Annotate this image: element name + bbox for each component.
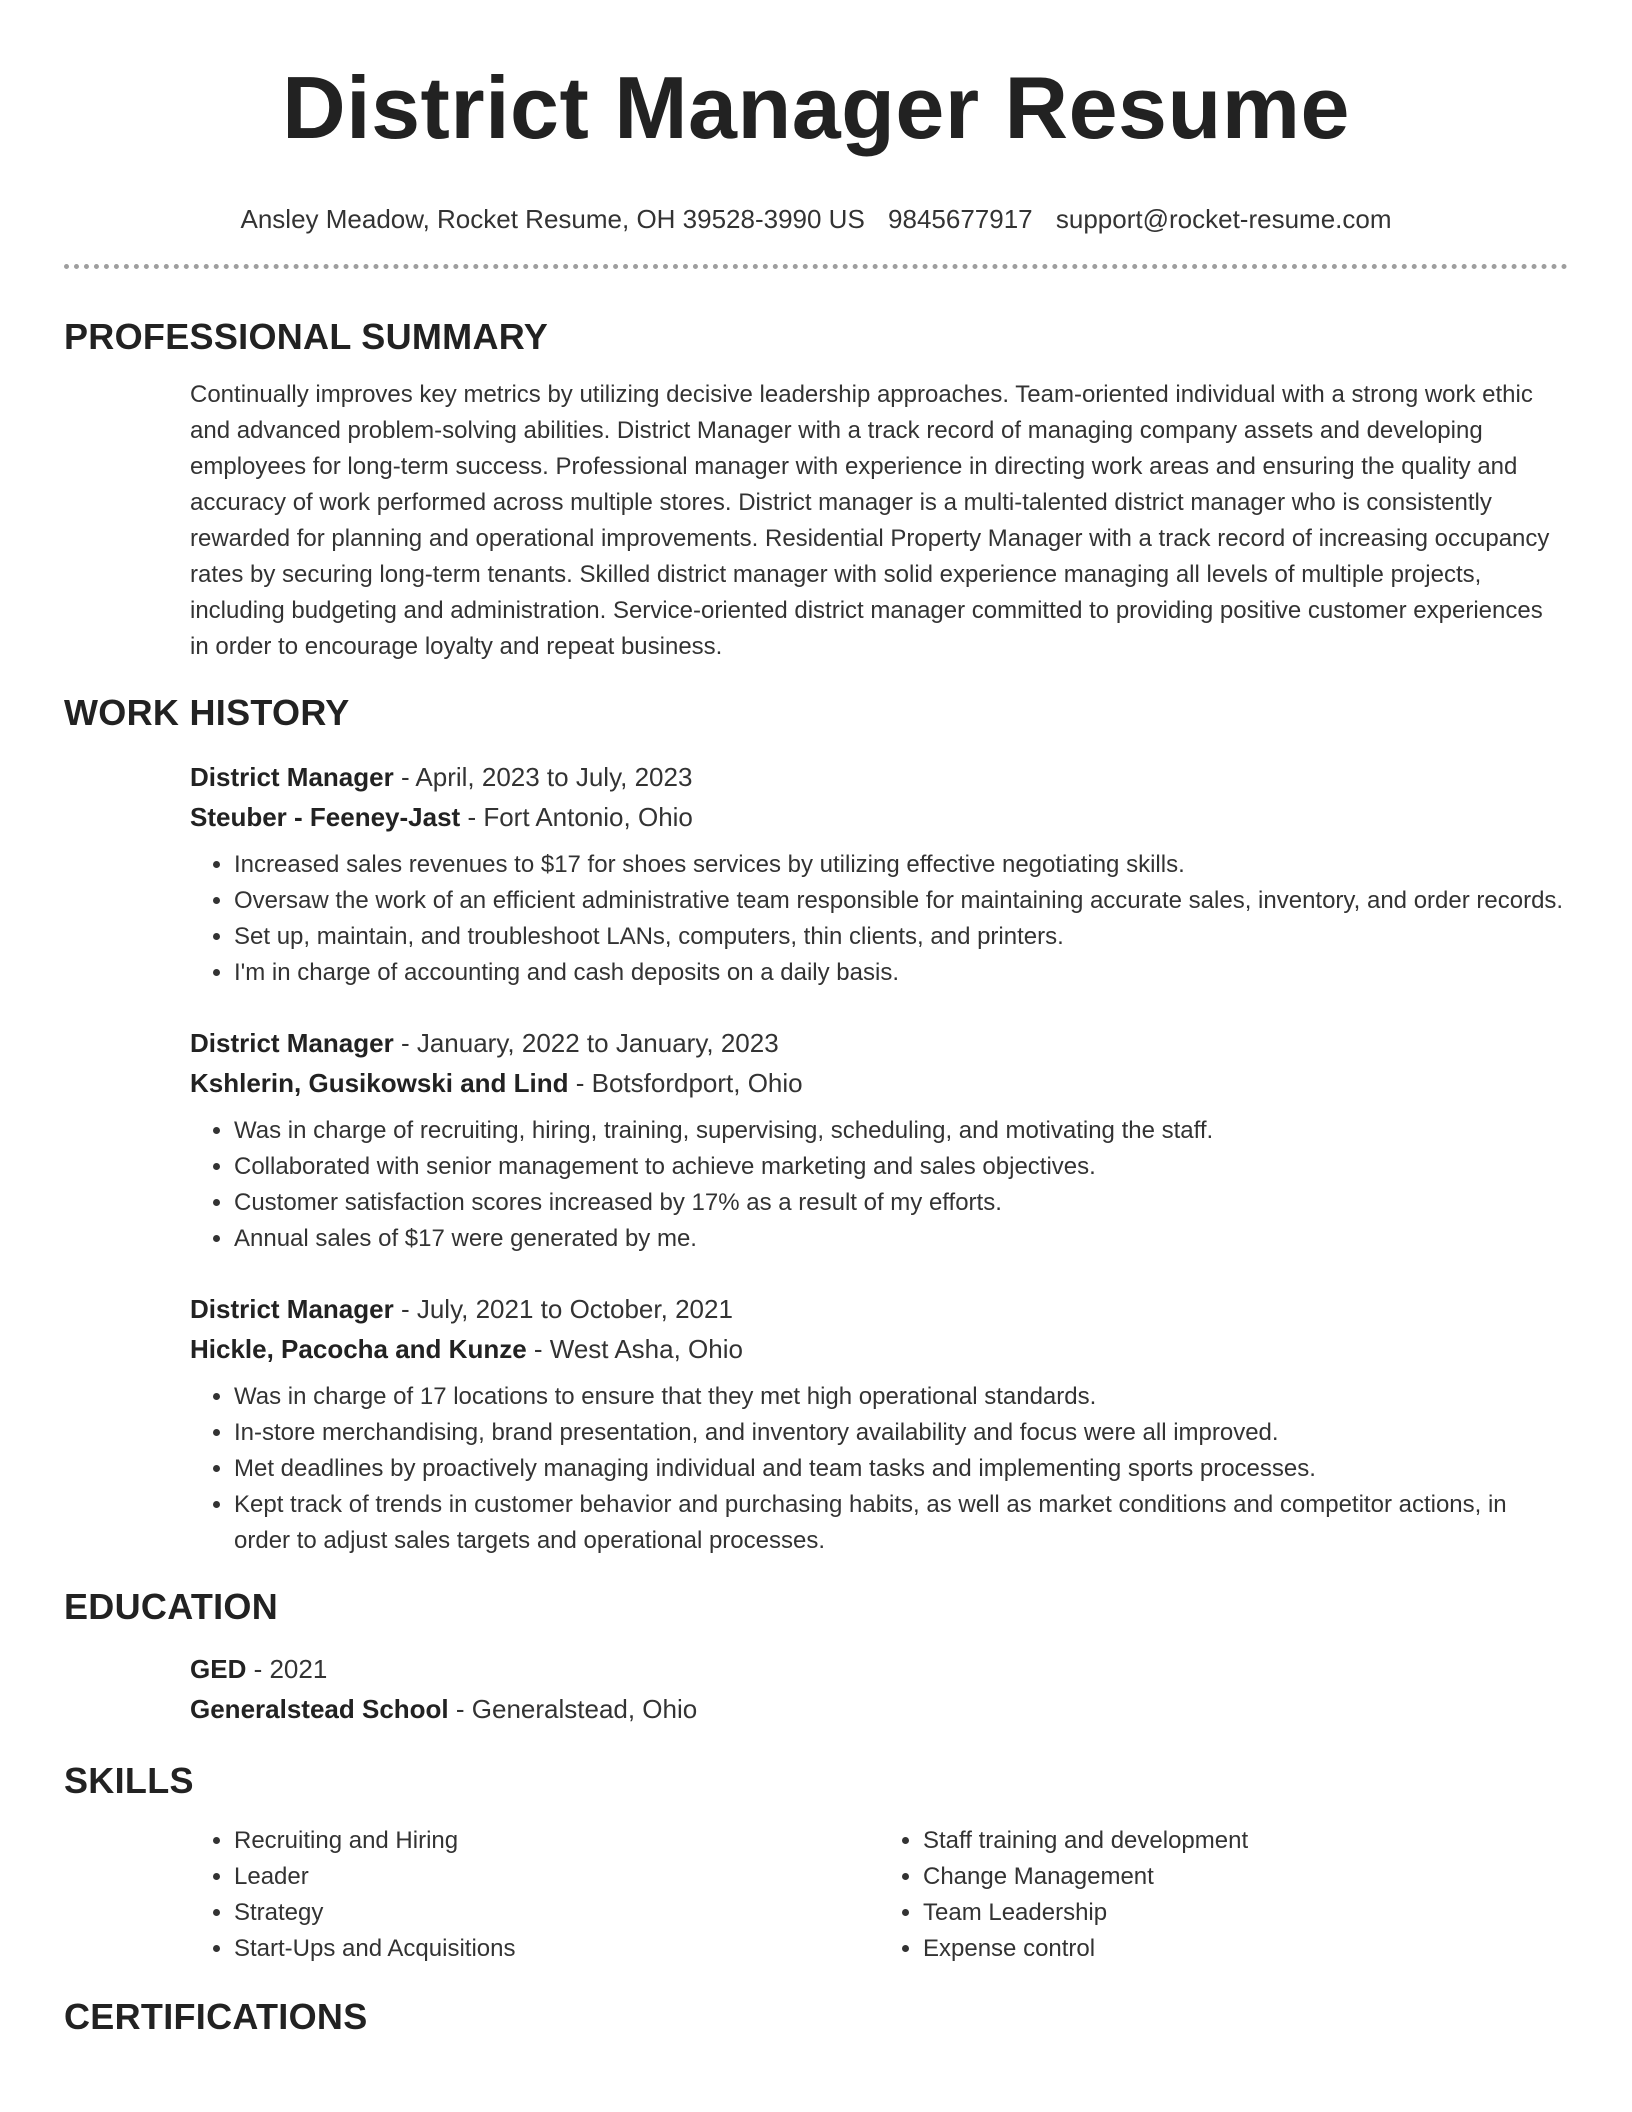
job-bullet: • Increased sales revenues to $17 for shoes services by utilizing effective negotiating skills. [234, 847, 1568, 883]
skill-item: • Start-Ups and Acquisitions [234, 1931, 879, 1967]
skill-item: • Staff training and development [923, 1823, 1568, 1859]
skill-item: • Strategy [234, 1895, 879, 1931]
education-school-line [190, 1689, 1568, 1729]
job-company-line [190, 1329, 1568, 1369]
skill-item: • Change Management [923, 1859, 1568, 1895]
skills-list-right [879, 1823, 1568, 1967]
summary-text: Continually improves key metrics by utilizing decisive leadership approaches. Team-oriented individual with a strong work ethic and advanced problem-solving abilities. District Manager with a track record of managing company assets and developing employees for long-term success. Professional manager with experience in directing work areas and ensuring the quality and accuracy of work performed across multiple stores. District manager is a multi-talented district manager who is consistently rewarded for planning and operational improvements. Residential Property Manager with a track record of increasing occupancy rates by securing long-term tenants. Skilled district manager with solid experience managing all levels of multiple projects, including budgeting and administration. Service-oriented district manager committed to providing positive customer experiences in order to encourage loyalty and repeat business. [190, 381, 1550, 660]
job-bullets [190, 1379, 1568, 1559]
job-bullets [190, 1113, 1568, 1257]
skill-item: • Leader [234, 1859, 879, 1895]
job-title: District Manager [190, 1294, 394, 1324]
page-title: District Manager Resume [282, 58, 1350, 157]
contact-phone: 9845677917 [888, 204, 1033, 234]
job-dates: - July, 2021 to October, 2021 [393, 1294, 733, 1324]
job-company: Steuber - Feeney-Jast [190, 802, 461, 832]
skill-item: • Expense control [923, 1931, 1568, 1967]
work-history-heading: WORK HISTORY [64, 692, 350, 733]
job-bullet: • Was in charge of recruiting, hiring, training, supervising, scheduling, and motivating the staff. [234, 1113, 1568, 1149]
job-title-line [190, 1289, 1568, 1329]
job-bullets [190, 847, 1568, 991]
certifications-heading: CERTIFICATIONS [64, 1996, 368, 2037]
job-bullet: • Oversaw the work of an efficient administrative team responsible for maintaining accurate sales, inventory, and order records. [234, 883, 1568, 919]
job-location: - Fort Antonio, Ohio [460, 802, 693, 832]
job-bullet: • Kept track of trends in customer behavior and purchasing habits, as well as market conditions and competitor actions, in order to adjust sales targets and operational processes. [234, 1487, 1568, 1559]
resume-page [64, 0, 1568, 2039]
job-title: District Manager [190, 762, 394, 792]
job-bullet: • In-store merchandising, brand presentation, and inventory availability and focus were all improved. [234, 1415, 1568, 1451]
skills-list-left [190, 1823, 879, 1967]
job-company-line [190, 1063, 1568, 1103]
header-divider [64, 264, 1568, 269]
education-location: - Generalstead, Ohio [448, 1694, 698, 1724]
job-company-line [190, 797, 1568, 837]
job-company: Kshlerin, Gusikowski and Lind [190, 1068, 569, 1098]
education-heading: EDUCATION [64, 1586, 279, 1627]
job-location: - Botsfordport, Ohio [568, 1068, 803, 1098]
education-school: Generalstead School [190, 1694, 449, 1724]
job-title-line [190, 757, 1568, 797]
contact-line [64, 202, 1568, 236]
contact-email: support@rocket-resume.com [1055, 204, 1392, 234]
job-bullet: • Was in charge of 17 locations to ensure that they met high operational standards. [234, 1379, 1568, 1415]
contact-address: Ansley Meadow, Rocket Resume, OH 39528-3990 US [240, 204, 865, 234]
job-company: Hickle, Pacocha and Kunze [190, 1334, 527, 1364]
education-degree-line [190, 1649, 1568, 1689]
job-bullet: • I'm in charge of accounting and cash deposits on a daily basis. [234, 955, 1568, 991]
job-dates: - April, 2023 to July, 2023 [393, 762, 693, 792]
summary-heading: PROFESSIONAL SUMMARY [64, 316, 549, 357]
job-entry [190, 757, 1568, 991]
job-title-line [190, 1023, 1568, 1063]
skill-item: • Team Leadership [923, 1895, 1568, 1931]
skills-grid [190, 1813, 1568, 1967]
job-bullet: • Customer satisfaction scores increased by 17% as a result of my efforts. [234, 1185, 1568, 1221]
job-location: - West Asha, Ohio [526, 1334, 743, 1364]
job-bullet: • Met deadlines by proactively managing individual and team tasks and implementing sports processes. [234, 1451, 1568, 1487]
job-dates: - January, 2022 to January, 2023 [393, 1028, 779, 1058]
job-title: District Manager [190, 1028, 394, 1058]
skill-item: • Recruiting and Hiring [234, 1823, 879, 1859]
skills-heading: SKILLS [64, 1760, 194, 1801]
education-entry [190, 1649, 1568, 1729]
education-degree: GED [190, 1654, 247, 1684]
job-bullet: • Collaborated with senior management to achieve marketing and sales objectives. [234, 1149, 1568, 1185]
job-bullet: • Annual sales of $17 were generated by me. [234, 1221, 1568, 1257]
education-year: - 2021 [246, 1654, 328, 1684]
job-entry [190, 1023, 1568, 1257]
job-entry [190, 1289, 1568, 1559]
job-bullet: • Set up, maintain, and troubleshoot LANs, computers, thin clients, and printers. [234, 919, 1568, 955]
